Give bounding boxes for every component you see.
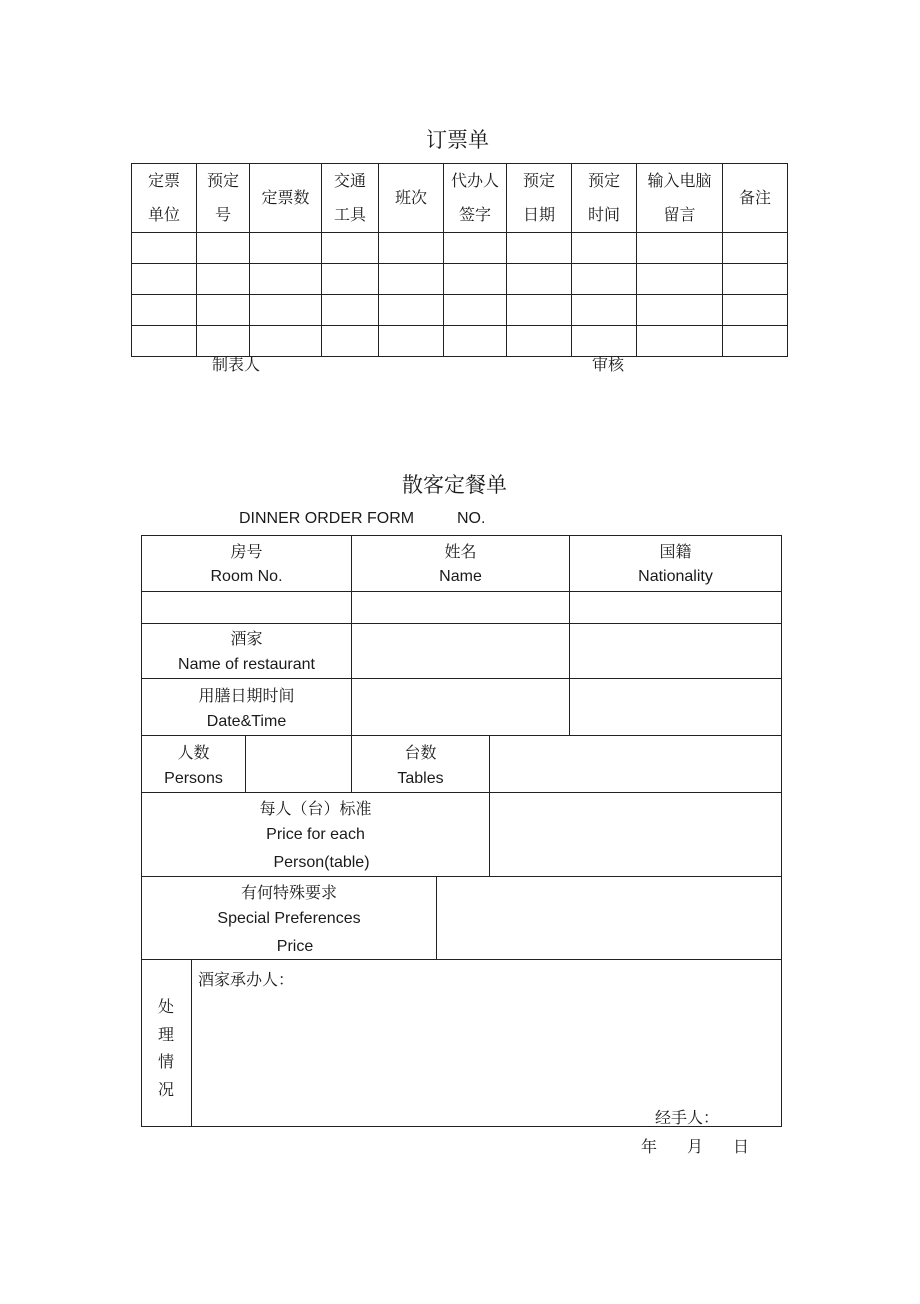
tables-field[interactable] xyxy=(489,735,782,793)
header-remarks: 备注 xyxy=(723,164,788,233)
persons-label-cell: 人数 Persons xyxy=(141,735,246,793)
header-agent-signature: 代办人 签字 xyxy=(444,164,507,233)
handling-label-cell xyxy=(141,959,192,1127)
table-cell[interactable] xyxy=(507,264,572,295)
table-cell[interactable] xyxy=(379,295,444,326)
table-cell[interactable] xyxy=(132,295,197,326)
date-day-label: 日 xyxy=(733,1137,750,1156)
table-cell[interactable] xyxy=(250,233,322,264)
agent-label: 经手人： xyxy=(655,1108,720,1127)
table-cell[interactable] xyxy=(507,326,572,357)
special-field[interactable] xyxy=(436,876,782,960)
table-cell[interactable] xyxy=(250,264,322,295)
table-cell[interactable] xyxy=(444,264,507,295)
datetime-field[interactable] xyxy=(351,678,570,736)
review-label: 审核 xyxy=(592,355,625,374)
table-cell[interactable] xyxy=(197,264,250,295)
table-cell[interactable] xyxy=(197,295,250,326)
handling-char: 理 xyxy=(157,1025,174,1044)
table-cell[interactable] xyxy=(379,326,444,357)
handling-field[interactable] xyxy=(191,959,782,1127)
ticket-form-title: 订票单 xyxy=(426,128,489,152)
restaurant-field[interactable] xyxy=(351,623,570,679)
table-cell[interactable] xyxy=(379,233,444,264)
price-field[interactable] xyxy=(489,792,782,877)
room-no-field[interactable] xyxy=(141,591,352,624)
restaurant-handler-label: 酒家承办人： xyxy=(198,970,295,989)
header-booking-unit: 定票 单位 xyxy=(132,164,197,233)
handling-char: 处 xyxy=(157,997,174,1016)
table-cell[interactable] xyxy=(572,295,637,326)
price-label-cell: 每人（台）标准 Price for each Person(table) xyxy=(141,792,490,877)
header-ticket-count: 定票数 xyxy=(250,164,322,233)
header-booking-date: 预定 日期 xyxy=(507,164,572,233)
header-shift: 班次 xyxy=(379,164,444,233)
table-cell[interactable] xyxy=(250,326,322,357)
table-cell[interactable] xyxy=(322,233,379,264)
header-computer-message: 输入电脑 留言 xyxy=(637,164,723,233)
date-month-label: 月 xyxy=(687,1137,704,1156)
table-cell[interactable] xyxy=(322,326,379,357)
table-cell[interactable] xyxy=(723,326,788,357)
dinner-form-subtitle: DINNER ORDER FORM xyxy=(239,510,415,527)
special-label-cell: 有何特殊要求 Special Preferences Price xyxy=(141,876,437,960)
header-booking-time: 预定 时间 xyxy=(572,164,637,233)
table-cell[interactable] xyxy=(132,264,197,295)
table-cell[interactable] xyxy=(723,233,788,264)
table-cell[interactable] xyxy=(723,264,788,295)
restaurant-field-extra[interactable] xyxy=(569,623,782,679)
table-row xyxy=(132,264,788,295)
form-number-label: NO. xyxy=(457,510,486,527)
header-reservation-no: 预定 号 xyxy=(197,164,250,233)
table-row xyxy=(132,233,788,264)
table-cell[interactable] xyxy=(637,264,723,295)
header-transport: 交通 工具 xyxy=(322,164,379,233)
table-cell[interactable] xyxy=(507,295,572,326)
nationality-header: 国籍 Nationality xyxy=(569,535,782,592)
handling-char: 情 xyxy=(157,1052,174,1071)
datetime-field-extra[interactable] xyxy=(569,678,782,736)
maker-label: 制表人 xyxy=(212,355,261,374)
ticket-header-row xyxy=(132,164,788,233)
table-cell[interactable] xyxy=(637,295,723,326)
name-field[interactable] xyxy=(351,591,570,624)
name-header: 姓名 Name xyxy=(351,535,570,592)
table-cell[interactable] xyxy=(723,295,788,326)
table-cell[interactable] xyxy=(322,264,379,295)
table-cell[interactable] xyxy=(250,295,322,326)
table-cell[interactable] xyxy=(637,326,723,357)
table-cell[interactable] xyxy=(132,233,197,264)
table-cell[interactable] xyxy=(444,233,507,264)
table-cell[interactable] xyxy=(637,233,723,264)
table-cell[interactable] xyxy=(507,233,572,264)
table-cell[interactable] xyxy=(322,295,379,326)
tables-label-cell: 台数 Tables xyxy=(351,735,490,793)
ticket-table xyxy=(131,163,788,357)
date-year-label: 年 xyxy=(641,1137,658,1156)
nationality-field[interactable] xyxy=(569,591,782,624)
table-cell[interactable] xyxy=(197,233,250,264)
dinner-form-title: 散客定餐单 xyxy=(402,473,507,497)
datetime-label-cell: 用膳日期时间 Date&Time xyxy=(141,678,352,736)
table-cell[interactable] xyxy=(132,326,197,357)
restaurant-label-cell: 酒家 Name of restaurant xyxy=(141,623,352,679)
table-cell[interactable] xyxy=(444,326,507,357)
room-no-header: 房号 Room No. xyxy=(141,535,352,592)
handling-char: 况 xyxy=(157,1080,174,1099)
table-row xyxy=(132,295,788,326)
table-cell[interactable] xyxy=(572,264,637,295)
table-cell[interactable] xyxy=(572,233,637,264)
table-cell[interactable] xyxy=(379,264,444,295)
table-cell[interactable] xyxy=(444,295,507,326)
persons-field[interactable] xyxy=(245,735,352,793)
